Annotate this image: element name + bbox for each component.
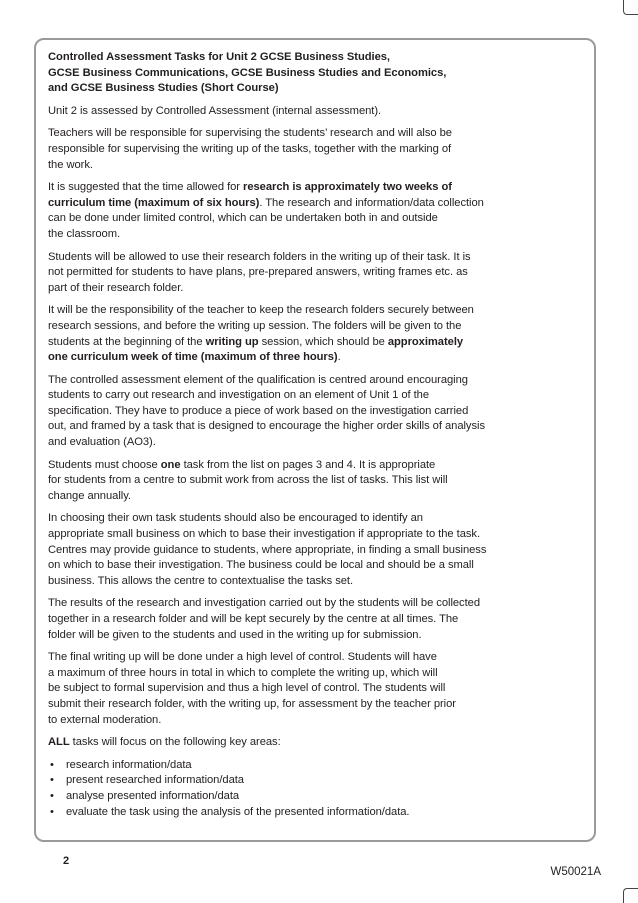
text-line: and evaluation (AO3). (48, 436, 156, 449)
key-areas-list (48, 758, 582, 820)
text-line: students to carry out research and investigation on an element of Unit 1 of the (48, 389, 430, 402)
bold-text: research is approximately two weeks of (243, 181, 452, 194)
text-line: responsible for supervising the writing up of the tasks, together with the marking of (48, 142, 452, 155)
text-run: session, which should be (258, 335, 388, 348)
bold-text: approximately (387, 335, 464, 348)
text-line: Unit 2 is assessed by Controlled Assessment (internal assessment). (48, 104, 382, 117)
document-code: W50021A (550, 866, 601, 878)
text-line: submit their research folder, with the writing up, for assessment by the teacher prior (48, 697, 456, 710)
bold-text: ALL (48, 736, 70, 749)
paragraph-assessment-type (48, 104, 582, 120)
content-frame (34, 38, 596, 842)
text-line: Centres may provide guidance to students, where appropriate, in finding a small business (48, 543, 487, 556)
text-run: task from the list on pages 3 and 4. It is appropriate (180, 458, 436, 471)
text-line: The final writing up will be done under a high level of control. Students will have (48, 651, 437, 664)
paragraph-small-business (48, 511, 582, 589)
text-line: on which to base their investigation. The business could be local and should be a small (48, 559, 474, 572)
text-run: It is suggested that the time allowed for (48, 181, 244, 194)
bold-text: curriculum time (maximum of six hours) (48, 196, 260, 209)
page-number: 2 (63, 855, 70, 867)
list-item: • analyse presented information/data (48, 789, 582, 805)
text-line: for students from a centre to submit work from across the list of tasks. This list will (48, 474, 448, 487)
text-line: It will be the responsibility of the teacher to keep the research folders securely between (48, 304, 474, 317)
text-line: together in a research folder and will be kept securely by the centre at all times. The (48, 613, 459, 625)
text-line: Students will be allowed to use their research folders in the writing up of their task. It is (48, 250, 471, 263)
text-line: be subject to formal supervision and thus a high level of control. The students will (48, 682, 446, 695)
text-line: the classroom. (48, 227, 121, 240)
text-line: The results of the research and investigation carried out by the students will be collected (48, 597, 481, 610)
paragraph-controlled-assessment (48, 373, 582, 451)
paragraph-task-choice (48, 458, 582, 505)
text-run: . (337, 351, 341, 364)
text-line: research sessions, and before the writing up session. The folders will be given to the (48, 319, 462, 332)
crop-mark-bottom-right (623, 888, 638, 903)
list-item: • present researched information/data (48, 773, 582, 789)
text-line: out, and framed by a task that is designed to encourage the higher order skills of analysis (48, 420, 485, 433)
paragraph-research-time (48, 180, 582, 242)
paragraph-research-folders (48, 250, 582, 297)
document-body (48, 50, 582, 820)
crop-mark-top-right (623, 0, 638, 15)
text-line: The controlled assessment element of the qualification is centred around encouraging (48, 373, 468, 386)
text-run: . The research and information/data collection (259, 196, 484, 209)
text-line: business. This allows the centre to contextualise the tasks set. (48, 574, 354, 587)
bold-text: writing up (205, 335, 259, 348)
text-line: a maximum of three hours in total in which to complete the writing up, which will (48, 666, 438, 679)
heading-line: GCSE Business Communications, GCSE Business Studies and Economics, (48, 66, 447, 79)
paragraph-final-writing (48, 650, 582, 728)
bold-text: one curriculum week of time (maximum of three hours) (48, 351, 338, 364)
text-line: change annually. (48, 489, 131, 502)
paragraph-research-results (48, 596, 582, 643)
text-run: students at the beginning of the (48, 335, 206, 348)
list-item: • research information/data (48, 758, 582, 774)
text-line: specification. They have to produce a piece of work based on the investigation carried (48, 404, 469, 417)
paragraph-folder-security (48, 303, 582, 365)
text-line: to external moderation. (48, 713, 162, 726)
heading-line: Controlled Assessment Tasks for Unit 2 GCSE Business Studies, (48, 51, 390, 63)
list-item: • evaluate the task using the analysis of the presented information/data. (48, 805, 582, 821)
text-line: folder will be given to the students and used in the writing up for submission. (48, 628, 422, 641)
text-line: appropriate small business on which to base their investigation if appropriate to the task. (48, 528, 481, 541)
text-run: tasks will focus on the following key areas: (69, 736, 281, 749)
text-line: can be done under limited control, which can be undertaken both in and outside (48, 212, 438, 225)
bold-text: one (160, 458, 181, 471)
section-heading (48, 50, 582, 97)
text-line: In choosing their own task students should also be encouraged to identify an (48, 512, 423, 525)
text-run: Students must choose (48, 458, 161, 471)
paragraph-teacher-responsibility (48, 126, 582, 173)
heading-line: and GCSE Business Studies (Short Course) (48, 82, 279, 95)
text-line: not permitted for students to have plans, pre-prepared answers, writing frames etc. as (48, 266, 468, 279)
text-line: Teachers will be responsible for supervising the students’ research and will also be (48, 127, 452, 140)
paragraph-key-areas-intro (48, 735, 582, 751)
text-line: the work. (48, 158, 93, 171)
text-line: part of their research folder. (48, 281, 184, 294)
